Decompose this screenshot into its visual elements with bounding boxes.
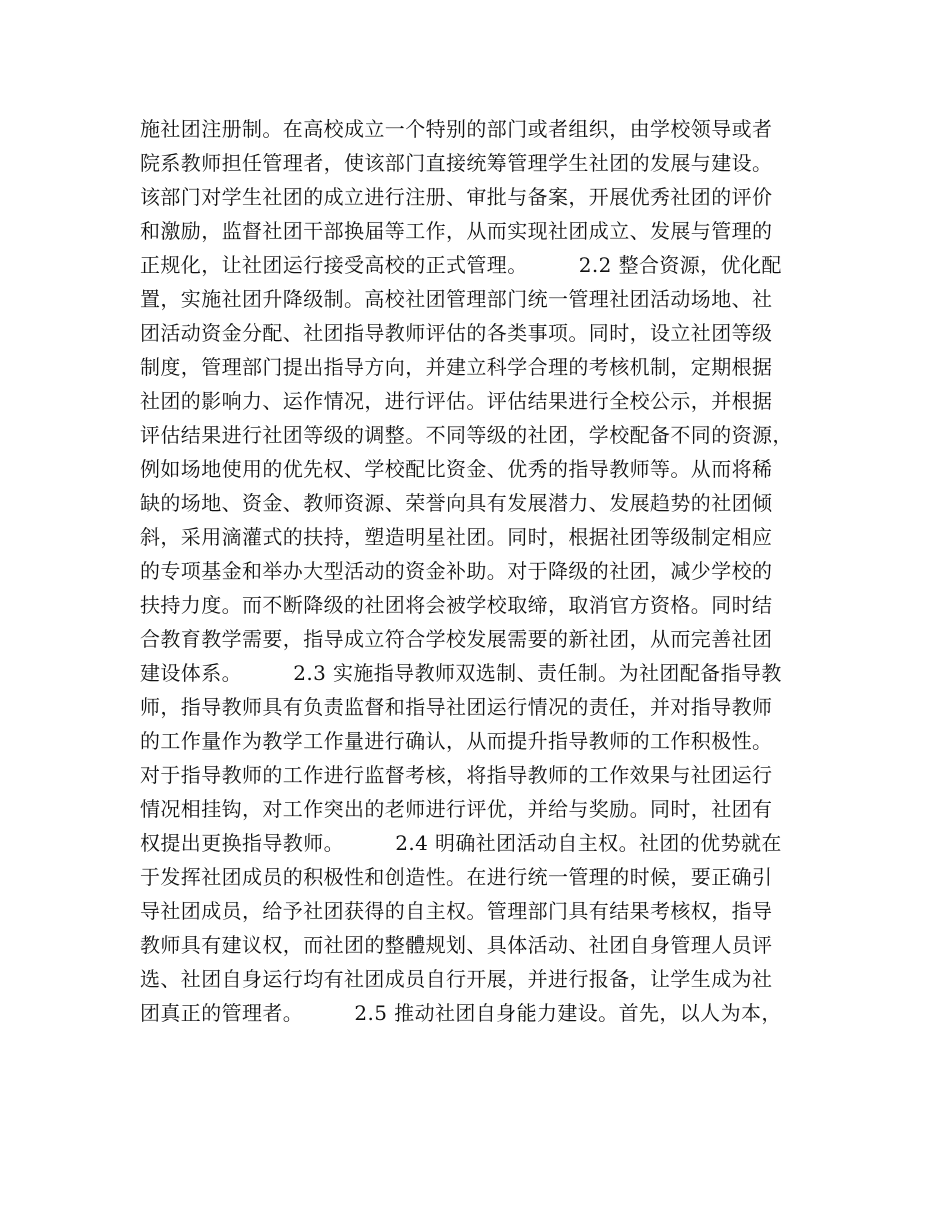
text-line: 例如场地使用的优先权、学校配比资金、优秀的指导教师等。从而将稀 — [140, 457, 773, 481]
text-line: 缺的场地、资金、教师资源、荣誉向具有发展潜力、发展趋势的社团倾 — [140, 491, 773, 515]
text-line: 院系教师担任管理者，使该部门直接统筹管理学生社团的发展与建设。 — [140, 151, 773, 175]
text-line: 团活动资金分配、社团指导教师评估的各类事项。同时，设立社团等级 — [140, 321, 773, 345]
text-line: 于发挥社团成员的积极性和创造性。在进行统一管理的时候，要正确引 — [140, 865, 773, 889]
text-line: 师，指导教师具有负责监督和指导社团运行情况的责任，并对指导教师 — [140, 695, 773, 719]
text-line: 权提出更换指导教师。 2.4 明确社团活动自主权。社团的优势就在 — [140, 831, 782, 855]
text-line: 合教育教学需要，指导成立符合学校发展需要的新社团，从而完善社团 — [140, 627, 773, 651]
text-line: 选、社团自身运行均有社团成员自行开展，并进行报备，让学生成为社 — [140, 967, 773, 991]
text-line: 导社团成员，给予社团获得的自主权。管理部门具有结果考核权，指导 — [140, 899, 773, 923]
text-line: 社团的影响力、运作情况，进行评估。评估结果进行全校公示，并根据 — [140, 389, 773, 413]
text-line: 斜，采用滴灌式的扶持，塑造明星社团。同时，根据社团等级制定相应 — [140, 525, 773, 549]
text-line: 的专项基金和举办大型活动的资金补助。对于降级的社团，减少学校的 — [140, 559, 773, 583]
text-line: 制度，管理部门提出指导方向，并建立科学合理的考核机制，定期根据 — [140, 355, 773, 379]
text-line: 对于指导教师的工作进行监督考核，将指导教师的工作效果与社团运行 — [140, 763, 773, 787]
text-line: 施社团注册制。在高校成立一个特别的部门或者组织，由学校领导或者 — [140, 117, 773, 141]
text-line: 建设体系。 2.3 实施指导教师双选制、责任制。为社团配备指导教 — [140, 661, 782, 685]
text-line: 置，实施社团升降级制。高校社团管理部门统一管理社团活动场地、社 — [140, 287, 773, 311]
body-text — [140, 112, 830, 1030]
text-line: 团真正的管理者。 2.5 推动社团自身能力建设。首先，以人为本， — [140, 1001, 782, 1025]
text-line: 教师具有建议权，而社团的整體规划、具体活动、社团自身管理人员评 — [140, 933, 773, 957]
text-line: 评估结果进行社团等级的调整。不同等级的社团，学校配备不同的资源， — [140, 423, 793, 447]
text-line: 该部门对学生社团的成立进行注册、审批与备案，开展优秀社团的评价 — [140, 185, 773, 209]
text-line: 正规化，让社团运行接受高校的正式管理。 2.2 整合资源，优化配 — [140, 253, 782, 277]
text-line: 情况相挂钩，对工作突出的老师进行评优，并给与奖励。同时，社团有 — [140, 797, 773, 821]
text-line: 的工作量作为教学工作量进行确认，从而提升指导教师的工作积极性。 — [140, 729, 773, 753]
text-line: 扶持力度。而不断降级的社团将会被学校取缔，取消官方资格。同时结 — [140, 593, 773, 617]
text-line: 和激励，监督社团干部换届等工作，从而实现社团成立、发展与管理的 — [140, 219, 773, 243]
